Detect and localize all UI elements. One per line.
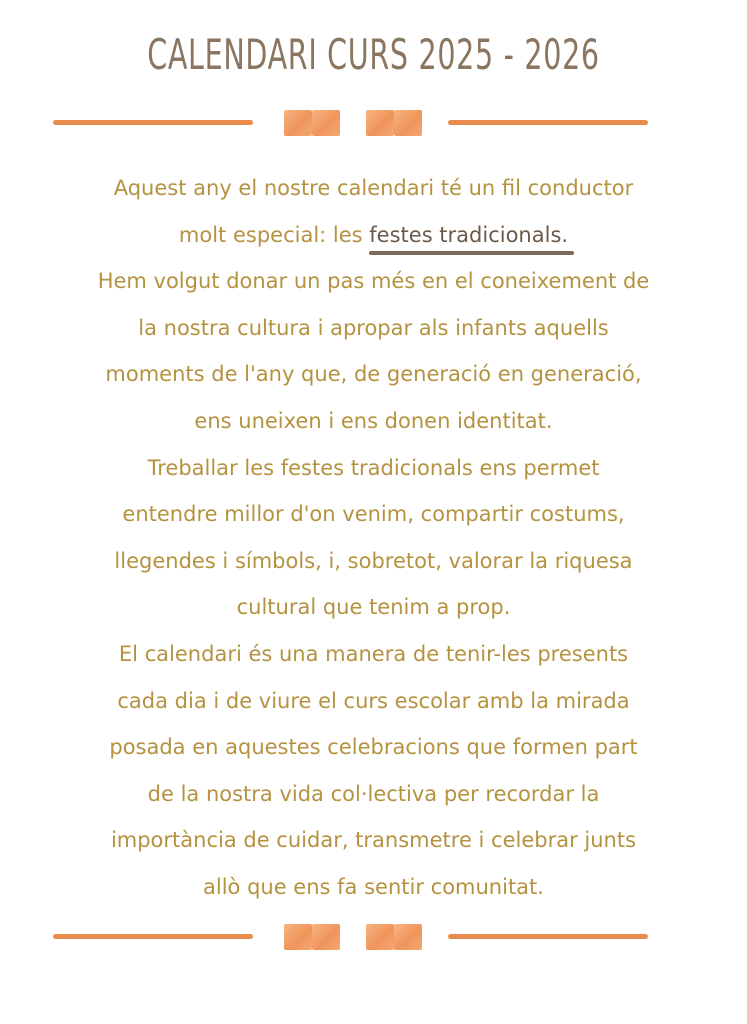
divider-square <box>284 924 312 950</box>
intro-paragraph <box>40 165 707 911</box>
text-line-with-highlight <box>40 212 707 259</box>
divider-square <box>394 110 422 136</box>
text-line: entendre millor d'on venim, compartir costums, <box>122 502 625 527</box>
text-line: Treballar les festes tradicionals ens permet <box>147 455 600 480</box>
top-divider <box>0 108 747 138</box>
text-line: molt especial: les <box>178 222 370 247</box>
divider-square <box>394 924 422 950</box>
text-line: Hem volgut donar un pas més en el coneixement de <box>97 269 650 294</box>
text-line: allò que ens fa sentir comunitat. <box>203 874 544 899</box>
divider-line-left <box>53 934 253 939</box>
text-line: moments de l'any que, de generació en generació, <box>105 362 642 387</box>
divider-square <box>284 110 312 136</box>
text-line: cultural que tenim a prop. <box>236 595 511 620</box>
divider-line-right <box>448 120 648 125</box>
divider-line-right <box>448 934 648 939</box>
highlighted-phrase: festes tradicionals. <box>369 212 568 259</box>
divider-square <box>312 110 340 136</box>
text-line: ens uneixen i ens donen identitat. <box>194 408 553 433</box>
text-line: la nostra cultura i apropar als infants aquells <box>138 315 609 340</box>
text-line: llegendes i símbols, i, sobretot, valorar la riquesa <box>114 548 633 573</box>
bottom-divider <box>0 922 747 952</box>
divider-square <box>366 924 394 950</box>
text-line: importància de cuidar, transmetre i celebrar junts <box>110 828 637 853</box>
divider-square <box>312 924 340 950</box>
page-title: CALENDARI CURS 2025 - 2026 <box>147 30 600 79</box>
text-line: Aquest any el nostre calendari té un fil conductor <box>113 176 634 200</box>
text-line: cada dia i de viure el curs escolar amb la mirada <box>117 688 630 713</box>
text-line: de la nostra vida col·lectiva per recordar la <box>147 781 600 806</box>
text-line: posada en aquestes celebracions que formen part <box>109 735 638 760</box>
text-line: El calendari és una manera de tenir-les presents <box>118 641 629 666</box>
divider-line-left <box>53 120 253 125</box>
divider-square <box>366 110 394 136</box>
